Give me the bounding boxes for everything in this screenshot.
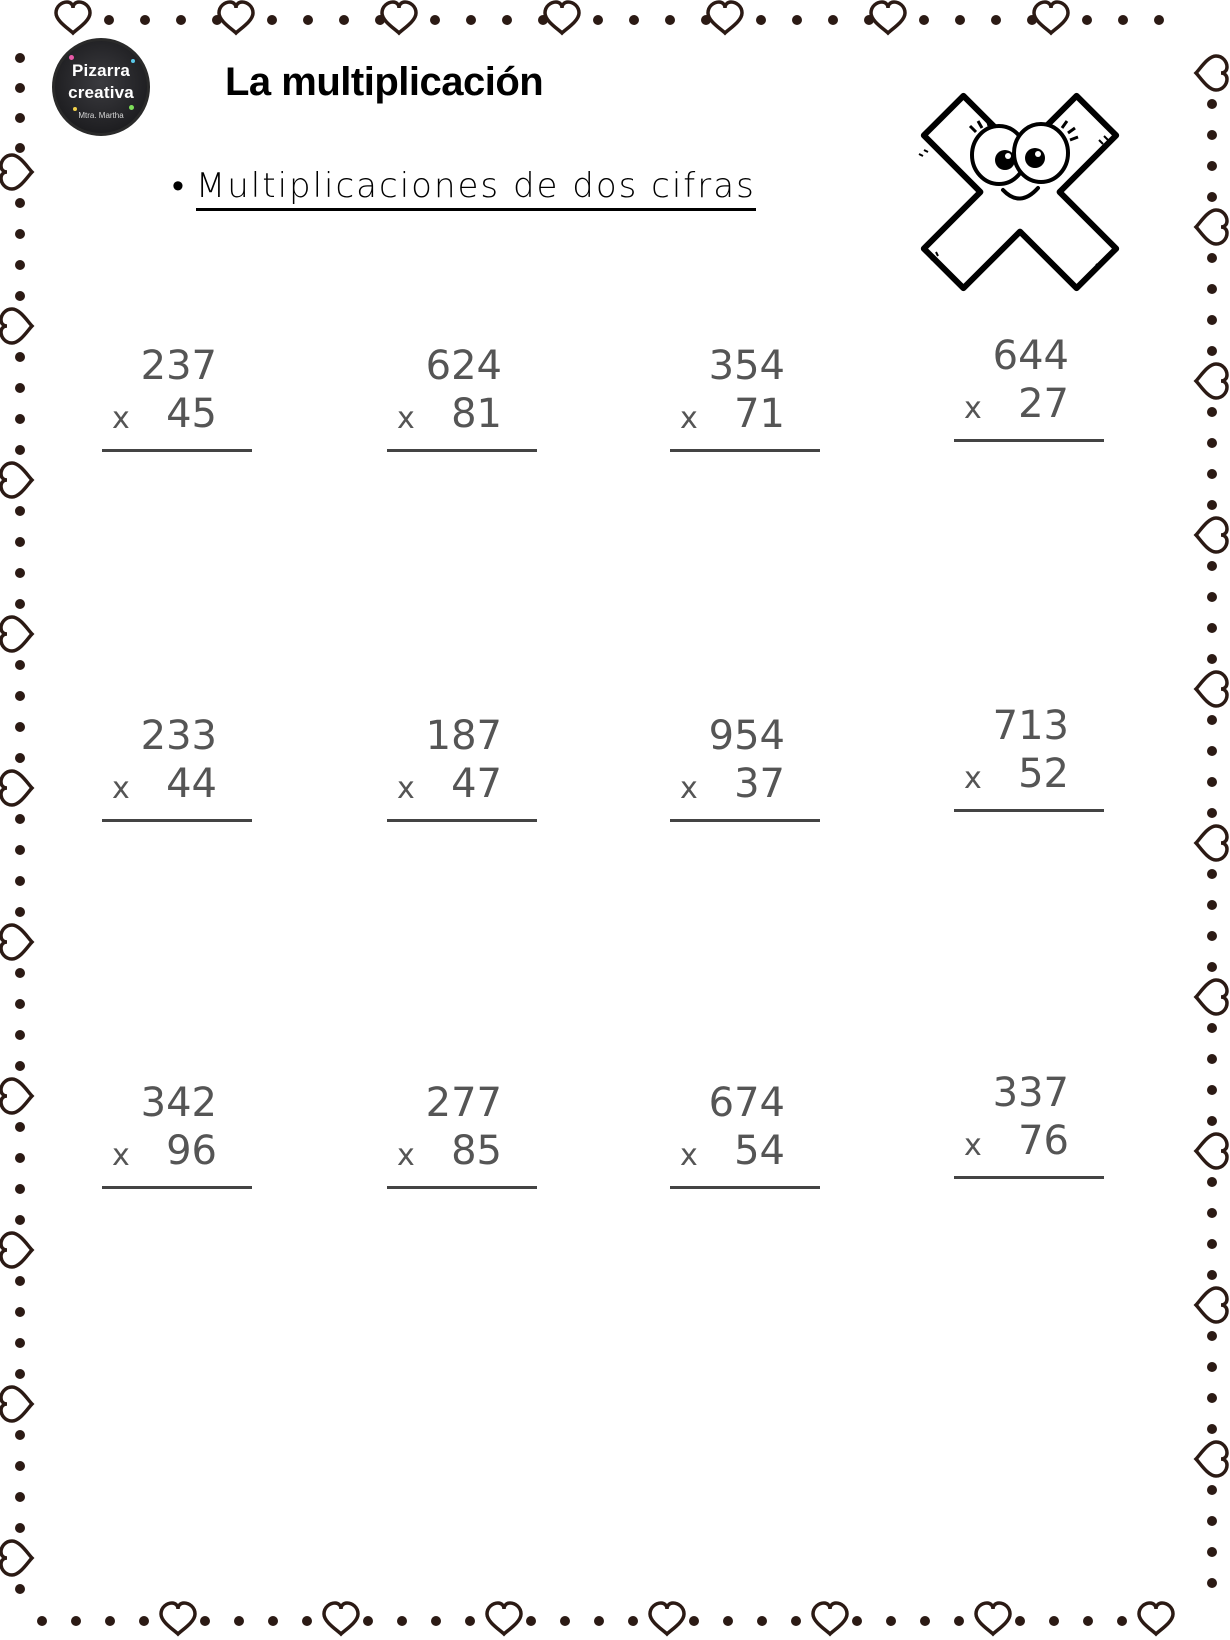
border-dot bbox=[1015, 1616, 1025, 1626]
multiplicand: 233 bbox=[140, 713, 217, 759]
border-dot bbox=[140, 15, 150, 25]
multiplier: 71 bbox=[734, 391, 785, 437]
answer-line bbox=[954, 809, 1104, 812]
border-heart-icon bbox=[813, 1603, 847, 1634]
border-dot bbox=[15, 1184, 25, 1194]
answer-line bbox=[387, 1186, 537, 1189]
border-dot bbox=[15, 999, 25, 1009]
pizarra-creativa-logo bbox=[52, 38, 150, 136]
multiply-sign: x bbox=[680, 771, 698, 806]
border-dot bbox=[560, 1616, 570, 1626]
border-dot bbox=[1207, 592, 1217, 602]
multiplication-problem bbox=[387, 1080, 537, 1200]
border-dot bbox=[139, 1616, 149, 1626]
border-dot bbox=[723, 1616, 733, 1626]
border-dot bbox=[1154, 15, 1164, 25]
border-dot bbox=[1207, 746, 1217, 756]
border-dot bbox=[689, 1616, 699, 1626]
border-dot bbox=[15, 691, 25, 701]
border-dot bbox=[1207, 715, 1217, 725]
border-dot bbox=[15, 506, 25, 516]
answer-line bbox=[670, 449, 820, 452]
border-heart-icon bbox=[1196, 1442, 1227, 1476]
border-dot bbox=[15, 722, 25, 732]
logo-line-2: creativa bbox=[68, 83, 134, 102]
border-dot bbox=[1207, 1208, 1217, 1218]
border-dot bbox=[465, 1616, 475, 1626]
border-dot bbox=[1207, 1393, 1217, 1403]
border-dot bbox=[363, 1616, 373, 1626]
border-dot bbox=[1207, 1054, 1217, 1064]
border-dot bbox=[15, 1153, 25, 1163]
border-heart-icon bbox=[56, 2, 90, 33]
multiplier: 44 bbox=[166, 761, 217, 807]
border-heart-icon bbox=[1196, 1288, 1227, 1322]
answer-line bbox=[954, 1176, 1104, 1179]
border-dot bbox=[756, 15, 766, 25]
multiplier: 27 bbox=[1018, 381, 1069, 427]
border-dot bbox=[15, 1523, 25, 1533]
border-dot bbox=[15, 260, 25, 270]
border-dot bbox=[1207, 253, 1217, 263]
border-dot bbox=[15, 968, 25, 978]
border-dot bbox=[665, 15, 675, 25]
border-dot bbox=[991, 15, 1001, 25]
border-heart-icon bbox=[871, 2, 905, 33]
border-heart-icon bbox=[545, 2, 579, 33]
border-heart-icon bbox=[1196, 518, 1227, 552]
border-heart-icon bbox=[1, 1387, 32, 1421]
border-dot bbox=[828, 15, 838, 25]
border-dot bbox=[1207, 284, 1217, 294]
answer-line bbox=[387, 819, 537, 822]
multiplicand: 624 bbox=[425, 343, 502, 389]
answer-line bbox=[670, 819, 820, 822]
border-dot bbox=[594, 1616, 604, 1626]
border-heart-icon bbox=[1, 309, 32, 343]
border-dot bbox=[267, 15, 277, 25]
border-dot bbox=[15, 53, 25, 63]
border-dot bbox=[954, 1616, 964, 1626]
answer-line bbox=[102, 1186, 252, 1189]
border-dot bbox=[15, 753, 25, 763]
border-dot bbox=[628, 1616, 638, 1626]
border-dot bbox=[15, 1061, 25, 1071]
border-dot bbox=[1207, 1578, 1217, 1588]
multiply-sign: x bbox=[397, 1138, 415, 1173]
border-dot bbox=[1207, 1485, 1217, 1495]
border-dot bbox=[234, 1616, 244, 1626]
border-dot bbox=[15, 1430, 25, 1440]
border-heart-icon bbox=[1196, 826, 1227, 860]
multiplication-problem bbox=[670, 1080, 820, 1200]
multiply-sign: x bbox=[397, 771, 415, 806]
multiplication-problem bbox=[102, 1080, 252, 1200]
border-dot bbox=[15, 1030, 25, 1040]
subtitle bbox=[172, 166, 756, 206]
multiply-sign: x bbox=[680, 1138, 698, 1173]
border-heart-icon bbox=[1, 1233, 32, 1267]
border-dot bbox=[1207, 407, 1217, 417]
border-dot bbox=[1207, 346, 1217, 356]
multiplier: 81 bbox=[451, 391, 502, 437]
border-heart-icon bbox=[1, 617, 32, 651]
border-dot bbox=[526, 1616, 536, 1626]
border-dot bbox=[1207, 808, 1217, 818]
border-dot bbox=[15, 907, 25, 917]
border-dot bbox=[852, 1616, 862, 1626]
multiplicand: 954 bbox=[708, 713, 785, 759]
border-dot bbox=[1207, 900, 1217, 910]
border-heart-icon bbox=[487, 1603, 521, 1634]
border-heart-icon bbox=[219, 2, 253, 33]
answer-line bbox=[670, 1186, 820, 1189]
subtitle-bullet: • bbox=[172, 166, 186, 206]
border-dot bbox=[15, 599, 25, 609]
border-dot bbox=[104, 15, 114, 25]
multiply-sign: x bbox=[112, 771, 130, 806]
multiplier: 45 bbox=[166, 391, 217, 437]
border-dot bbox=[15, 383, 25, 393]
border-dot bbox=[15, 1215, 25, 1225]
border-dot bbox=[37, 1616, 47, 1626]
multiplier: 96 bbox=[166, 1128, 217, 1174]
border-dot bbox=[1207, 1177, 1217, 1187]
multiplicand: 342 bbox=[140, 1080, 217, 1126]
multiply-sign: x bbox=[964, 1128, 982, 1163]
border-dot bbox=[791, 1616, 801, 1626]
border-heart-icon bbox=[1, 1079, 32, 1113]
border-dot bbox=[176, 15, 186, 25]
border-dot bbox=[1207, 623, 1217, 633]
multiplicand: 237 bbox=[140, 343, 217, 389]
border-dot bbox=[15, 845, 25, 855]
border-dot bbox=[1207, 1362, 1217, 1372]
border-heart-icon bbox=[1196, 364, 1227, 398]
border-dot bbox=[920, 1616, 930, 1626]
multiplication-problem bbox=[102, 713, 252, 833]
border-heart-icon bbox=[382, 2, 416, 33]
border-heart-icon bbox=[1, 771, 32, 805]
multiplicand: 337 bbox=[992, 1070, 1069, 1116]
border-dot bbox=[397, 1616, 407, 1626]
multiplication-problem bbox=[954, 333, 1104, 453]
border-dot bbox=[15, 568, 25, 578]
multiplication-problem bbox=[954, 1070, 1104, 1190]
border-dot bbox=[886, 1616, 896, 1626]
border-dot bbox=[1207, 1270, 1217, 1280]
multiplication-sign-mascot-icon bbox=[900, 80, 1140, 310]
border-dot bbox=[71, 1616, 81, 1626]
border-dot bbox=[1082, 15, 1092, 25]
border-heart-icon bbox=[1139, 1603, 1173, 1634]
border-heart-icon bbox=[1, 1541, 32, 1575]
multiply-sign: x bbox=[397, 401, 415, 436]
multiplicand: 277 bbox=[425, 1080, 502, 1126]
multiplication-problem bbox=[670, 343, 820, 463]
border-heart-icon bbox=[1, 925, 32, 959]
border-dot bbox=[15, 876, 25, 886]
border-dot bbox=[1207, 469, 1217, 479]
border-heart-icon bbox=[1, 463, 32, 497]
border-dot bbox=[593, 15, 603, 25]
multiply-sign: x bbox=[964, 761, 982, 796]
border-dot bbox=[1083, 1616, 1093, 1626]
border-dot bbox=[1207, 1516, 1217, 1526]
multiply-sign: x bbox=[964, 391, 982, 426]
border-dot bbox=[302, 1616, 312, 1626]
border-dot bbox=[1207, 1116, 1217, 1126]
border-dot bbox=[1117, 1616, 1127, 1626]
subtitle-text: Multiplicaciones de dos cifras bbox=[196, 166, 756, 211]
multiplication-problem bbox=[387, 713, 537, 833]
border-heart-icon bbox=[708, 2, 742, 33]
border-dot bbox=[1207, 1085, 1217, 1095]
multiplier: 76 bbox=[1018, 1118, 1069, 1164]
border-dot bbox=[339, 15, 349, 25]
multiplicand: 187 bbox=[425, 713, 502, 759]
multiply-sign: x bbox=[680, 401, 698, 436]
border-dot bbox=[15, 1369, 25, 1379]
border-dot bbox=[1049, 1616, 1059, 1626]
border-dot bbox=[15, 814, 25, 824]
border-dot bbox=[15, 1122, 25, 1132]
border-dot bbox=[15, 1338, 25, 1348]
border-dot bbox=[15, 1492, 25, 1502]
multiplier: 47 bbox=[451, 761, 502, 807]
answer-line bbox=[387, 449, 537, 452]
border-dot bbox=[919, 15, 929, 25]
border-dot bbox=[15, 660, 25, 670]
border-heart-icon bbox=[161, 1603, 195, 1634]
border-dot bbox=[757, 1616, 767, 1626]
border-dot bbox=[1118, 15, 1128, 25]
border-heart-icon bbox=[1196, 210, 1227, 244]
multiplicand: 354 bbox=[708, 343, 785, 389]
border-dot bbox=[15, 1461, 25, 1471]
border-dot bbox=[1207, 931, 1217, 941]
border-dot bbox=[792, 15, 802, 25]
border-dot bbox=[15, 291, 25, 301]
border-dot bbox=[955, 15, 965, 25]
multiplier: 37 bbox=[734, 761, 785, 807]
border-dot bbox=[15, 143, 25, 153]
answer-line bbox=[102, 819, 252, 822]
border-dot bbox=[1207, 192, 1217, 202]
multiplication-problem bbox=[670, 713, 820, 833]
border-dot bbox=[466, 15, 476, 25]
answer-line bbox=[954, 439, 1104, 442]
border-dot bbox=[1207, 130, 1217, 140]
border-heart-icon bbox=[976, 1603, 1010, 1634]
border-dot bbox=[1207, 1023, 1217, 1033]
border-dot bbox=[430, 15, 440, 25]
border-heart-icon bbox=[324, 1603, 358, 1634]
border-dot bbox=[1207, 438, 1217, 448]
border-dot bbox=[1207, 561, 1217, 571]
border-dot bbox=[1207, 500, 1217, 510]
border-dot bbox=[502, 15, 512, 25]
border-dot bbox=[1207, 99, 1217, 109]
multiply-sign: x bbox=[112, 1138, 130, 1173]
border-heart-icon bbox=[650, 1603, 684, 1634]
multiplication-problem bbox=[102, 343, 252, 463]
logo-line-1: Pizarra bbox=[71, 61, 131, 80]
border-dot bbox=[1207, 161, 1217, 171]
border-heart-icon bbox=[1196, 672, 1227, 706]
border-dot bbox=[1207, 962, 1217, 972]
multiplication-problem bbox=[387, 343, 537, 463]
border-dot bbox=[1207, 315, 1217, 325]
border-dot bbox=[1207, 777, 1217, 787]
border-dot bbox=[15, 113, 25, 123]
border-dot bbox=[15, 352, 25, 362]
border-dot bbox=[1207, 1331, 1217, 1341]
multiplicand: 674 bbox=[708, 1080, 785, 1126]
border-dot bbox=[1207, 1239, 1217, 1249]
border-heart-icon bbox=[1, 155, 32, 189]
border-dot bbox=[105, 1616, 115, 1626]
border-dot bbox=[15, 229, 25, 239]
border-dot bbox=[15, 537, 25, 547]
border-dot bbox=[629, 15, 639, 25]
border-dot bbox=[15, 198, 25, 208]
multiplier: 52 bbox=[1018, 751, 1069, 797]
border-heart-icon bbox=[1196, 56, 1227, 90]
multiplicand: 713 bbox=[992, 703, 1069, 749]
multiply-sign: x bbox=[112, 401, 130, 436]
border-heart-icon bbox=[1196, 1134, 1227, 1168]
answer-line bbox=[102, 449, 252, 452]
multiplicand: 644 bbox=[992, 333, 1069, 379]
multiplication-problem bbox=[954, 703, 1104, 823]
multiplier: 85 bbox=[451, 1128, 502, 1174]
border-heart-icon bbox=[1034, 2, 1068, 33]
border-dot bbox=[1207, 654, 1217, 664]
border-dot bbox=[431, 1616, 441, 1626]
border-dot bbox=[200, 1616, 210, 1626]
border-dot bbox=[15, 414, 25, 424]
border-dot bbox=[303, 15, 313, 25]
border-dot bbox=[268, 1616, 278, 1626]
border-dot bbox=[15, 1307, 25, 1317]
border-dot bbox=[15, 83, 25, 93]
border-dot bbox=[15, 1584, 25, 1594]
multiplier: 54 bbox=[734, 1128, 785, 1174]
border-dot bbox=[1207, 1547, 1217, 1557]
border-dot bbox=[15, 1276, 25, 1286]
border-dot bbox=[15, 445, 25, 455]
border-dot bbox=[1207, 869, 1217, 879]
page-title: La multiplicación bbox=[225, 60, 544, 104]
border-dot bbox=[1207, 1424, 1217, 1434]
logo-line-3: Mtra. Martha bbox=[78, 111, 124, 120]
border-heart-icon bbox=[1196, 980, 1227, 1014]
